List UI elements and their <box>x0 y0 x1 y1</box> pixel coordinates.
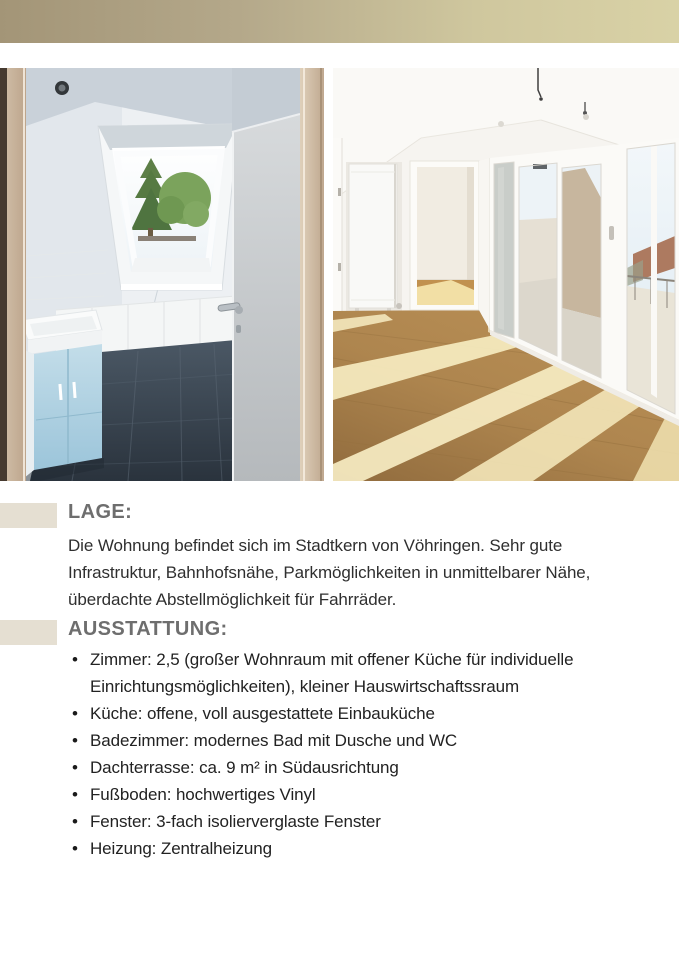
feature-item: • Fußboden: hochwertiges Vinyl <box>68 781 628 808</box>
ausstattung-accent-bar <box>0 620 57 645</box>
lage-heading: LAGE: <box>68 501 133 523</box>
header-band <box>0 0 679 43</box>
feature-item: • Badezimmer: modernes Bad mit Dusche und WC <box>68 727 628 754</box>
lage-body: Die Wohnung befindet sich im Stadtkern von Vöhringen. Sehr gute Infrastruktur, Bahnhofsnähe, Parkmöglichkeiten in unmittelbarer Nähe, überdachte Abstellmöglichkeit für Fahrräder. <box>68 536 591 609</box>
lage-accent-bar <box>0 503 57 528</box>
photo-bathroom <box>0 68 324 481</box>
feature-item: • Dachterrasse: ca. 9 m² in Südausrichtung <box>68 754 628 781</box>
ausstattung-heading: AUSSTATTUNG: <box>68 618 228 640</box>
feature-item: • Küche: offene, voll ausgestattete Einbauküche <box>68 700 628 727</box>
photo-living-room-graphic <box>333 68 679 481</box>
ausstattung-list <box>68 646 628 862</box>
feature-item: • Fenster: 3-fach isolierverglaste Fenster <box>68 808 628 835</box>
photo-bathroom-graphic <box>0 68 324 481</box>
feature-item: • Heizung: Zentralheizung <box>68 835 628 862</box>
feature-item: • Zimmer: 2,5 (großer Wohnraum mit offener Küche für individuelle Einrichtungsmöglichkeiten), kleiner Hauswirtschaftssraum <box>68 646 628 700</box>
photo-living-room <box>333 68 679 481</box>
